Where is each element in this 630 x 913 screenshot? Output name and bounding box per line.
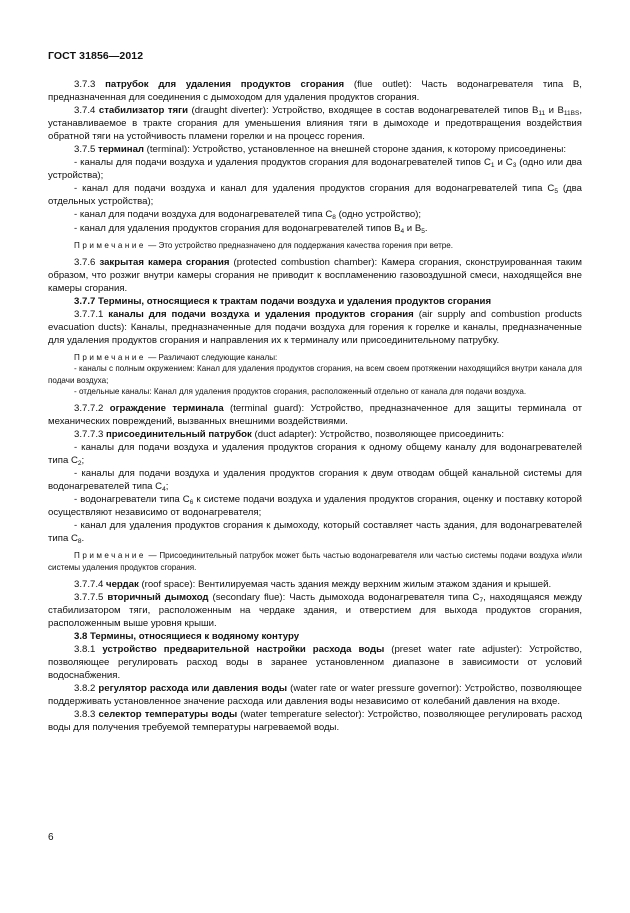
subscript: 11BS xyxy=(563,110,580,118)
note xyxy=(48,352,582,363)
subscript: 6 xyxy=(189,499,194,507)
list-text: (два отдельных устройства); xyxy=(48,183,582,208)
subscript: 8 xyxy=(77,538,82,546)
clause-term: вторичный дымоход xyxy=(107,591,209,603)
note-label: Примечание xyxy=(74,551,146,561)
clause-text: (protected combustion chamber): Камера сгорания, сконструированная таким образом, что розжиг внутри камеры сгорания не приводит к воспламенению газовоздушной смеси, находящейся вне камеры сгорания. xyxy=(48,256,582,294)
list-text: - канал для удаления продуктов сгорания для водонагревателей типов B xyxy=(74,222,401,234)
clause-number: 3.7.7.5 xyxy=(74,591,108,603)
clause-text: (terminal guard): Устройство, предназначенное для защиты терминала от механических повреждений, вызванных внешними воздействиями. xyxy=(48,402,582,427)
subscript: 8 xyxy=(332,214,336,222)
clause-3-7-6 xyxy=(48,256,582,295)
document-header: ГОСТ 31856—2012 xyxy=(48,50,144,62)
list-text: и B xyxy=(404,222,422,234)
clause-number: 3.7.7.4 xyxy=(74,578,107,590)
clause-text: (flue outlet): Часть водонагревателя типа B, предназначенная для соединения с дымоходом для удаления продуктов сгорания. xyxy=(48,79,582,104)
clause-3-7-7-4 xyxy=(48,578,582,591)
subscript: 4 xyxy=(162,486,166,494)
clause-3-7-7-2 xyxy=(48,402,582,428)
subscript: 1 xyxy=(490,162,495,170)
clause-term: закрытая камера сгорания xyxy=(99,256,230,268)
clause-term: регулятор расхода или давления воды xyxy=(98,683,288,695)
subscript: 3 xyxy=(512,162,517,170)
list-item xyxy=(48,441,582,467)
list-item xyxy=(48,222,582,235)
clause-text: , находящаяся между стабилизатором тяги, расположенным на чердаке здания, и отверстием для выхода продуктов сгорания, расположенным выше уровня крыши. xyxy=(48,591,582,629)
clause-text: , устанавливаемое в тракте сгорания для уменьшения влияния тяги в дымоходе и предотвращения воздействия обратной тяги на устойчивость пламени горелки и на процесс горения. xyxy=(48,105,583,143)
clause-text: (roof space): Вентилируемая часть здания между верхним жилым этажом здания и крышей. xyxy=(138,578,552,590)
clause-term: стабилизатор тяги xyxy=(98,105,189,117)
clause-3-7-7-5 xyxy=(48,591,582,630)
clause-3-8-1 xyxy=(48,643,582,682)
clause-text: (duct adapter): Устройство, позволяющее присоединить: xyxy=(251,429,505,440)
list-item xyxy=(48,182,582,208)
list-text: - каналы для подачи воздуха и удаления продуктов сгорания для водонагревателей типов C xyxy=(74,157,491,169)
list-text: (одно устройство); xyxy=(335,209,422,221)
subscript: 4 xyxy=(400,227,405,235)
clause-number: 3.7.7.3 xyxy=(74,429,107,440)
clause-3-7-3 xyxy=(48,78,582,104)
list-text: - канал для подачи воздуха для водонагревателей типа C xyxy=(74,209,333,221)
clause-term: каналы для подачи воздуха и удаления продуктов сгорания xyxy=(108,308,414,320)
subscript: 7 xyxy=(479,596,484,604)
clause-3-8-3 xyxy=(48,708,582,734)
note-label: Примечание xyxy=(74,240,146,250)
list-text: ; xyxy=(81,455,85,467)
clause-3-7-7-1 xyxy=(48,308,582,347)
clause-number: 3.7.3 xyxy=(74,79,106,90)
clause-text: и B xyxy=(545,105,564,117)
clause-term: ограждение терминала xyxy=(109,402,224,414)
list-item xyxy=(48,467,582,493)
clause-text: (water rate or water pressure governor): Устройство, позволяющее поддерживать установленное значение расхода или давления воды независимо от колебаний давления на входе. xyxy=(48,683,582,708)
note xyxy=(48,240,582,251)
section-heading: 3.7.7 Термины, относящиеся к трактам подачи воздуха и удаления продуктов сгорания xyxy=(74,295,492,307)
list-text: - водонагреватели типа C xyxy=(74,494,190,506)
section-heading: 3.8 Термины, относящиеся к водяному контуру xyxy=(74,631,300,643)
clause-text: (water temperature selector): Устройство, позволяющее регулировать расход воды для получения требуемой температуры нагреваемой воды. xyxy=(48,709,582,734)
clause-number: 3.8.1 xyxy=(74,644,103,656)
clause-term: присоединительный патрубок xyxy=(106,429,252,440)
list-item xyxy=(48,519,582,545)
clause-number: 3.7.7.2 xyxy=(74,402,110,414)
clause-text: (draught diverter): Устройство, входящее в состав водонагревателей типов B xyxy=(188,105,539,117)
clause-3-8-2 xyxy=(48,682,582,708)
clause-number: 3.7.5 xyxy=(74,144,99,156)
clause-term: терминал xyxy=(98,144,145,156)
list-text: - каналы для подачи воздуха и удаления продуктов сгорания к двум отводам общей канальной системы для водонагревателей типа C xyxy=(48,468,582,493)
clause-text: (terminal): Устройство, установленное на внешней стороне здания, к которому присоединены: xyxy=(144,144,567,156)
clause-3-7-7-3 xyxy=(48,428,582,441)
clause-number: 3.8.3 xyxy=(74,709,99,721)
subscript: 2 xyxy=(77,460,82,468)
clause-text: (preset water rate adjuster): Устройство, позволяющее регулировать расход воды в заранее установленном диапазоне в зависимости от условий водоснабжения. xyxy=(48,644,582,682)
list-text: и C xyxy=(494,157,513,169)
subscript: 5 xyxy=(554,188,558,196)
list-text: . xyxy=(81,533,85,545)
clause-term: чердак xyxy=(106,578,139,590)
note-text: — Различают следующие каналы: xyxy=(145,353,278,363)
list-text: . xyxy=(424,222,428,234)
document-body xyxy=(48,78,582,734)
page-number: 6 xyxy=(48,832,54,843)
clause-number: 3.7.4 xyxy=(74,105,99,117)
clause-text: (secondary flue): Часть дымохода водонагревателя типа C xyxy=(208,591,480,603)
list-item xyxy=(48,493,582,519)
subscript: 11 xyxy=(538,110,546,118)
clause-text: (air supply and combustion products evacuation ducts): Каналы, предназначенные для подачи воздуха для горения к горелке и каналы, предназначенные для удаления продуктов сгорания и направления их к терминалу или присоединительному патрубку. xyxy=(48,308,582,347)
list-text: к системе подачи воздуха и удаления продуктов сгорания, оценку и поставку которой осуществляют независимо от водонагревателя; xyxy=(48,494,582,519)
list-text: ; xyxy=(165,481,169,493)
clause-3-7-4 xyxy=(48,104,582,143)
clause-3-7-5 xyxy=(48,143,582,156)
list-item xyxy=(48,208,582,221)
clause-term: устройство предварительной настройки расхода воды xyxy=(102,644,385,656)
list-item xyxy=(48,156,582,182)
clause-term: патрубок для удаления продуктов сгорания xyxy=(105,79,345,90)
list-text: - каналы для подачи воздуха и удаления продуктов сгорания к одному общему каналу для водонагревателей типа C xyxy=(48,442,582,467)
clause-number: 3.7.7.1 xyxy=(74,308,109,320)
subscript: 5 xyxy=(421,227,425,235)
note xyxy=(48,550,582,572)
list-text: - канал для подачи воздуха и канал для удаления продуктов сгорания для водонагревателей типа C xyxy=(74,183,555,195)
note-item: - отдельные каналы: Канал для удаления продуктов сгорания, расположенный отдельно от канала для подачи воздуха. xyxy=(74,386,527,396)
clause-term: селектор температуры воды xyxy=(98,709,238,721)
note-item: - каналы с полным окружением: Канал для удаления продуктов сгорания, на всем своем протяжении находящийся внутри канала для подачи воздуха; xyxy=(48,364,582,385)
note-text: — Это устройство предназначено для поддержания качества горения при ветре. xyxy=(145,240,454,250)
clause-number: 3.8.2 xyxy=(74,683,99,695)
list-text: (одно или два устройства); xyxy=(48,157,582,182)
list-text: - канал для удаления продуктов сгорания к дымоходу, который составляет часть здания, для водонагревателей типа C xyxy=(48,520,582,545)
note-text: — Присоединительный патрубок может быть частью водонагревателя или частью системы подачи воздуха и/или системы удаления продуктов сгорания. xyxy=(48,551,582,572)
clause-number: 3.7.6 xyxy=(74,256,100,268)
note-label: Примечание xyxy=(74,353,146,363)
